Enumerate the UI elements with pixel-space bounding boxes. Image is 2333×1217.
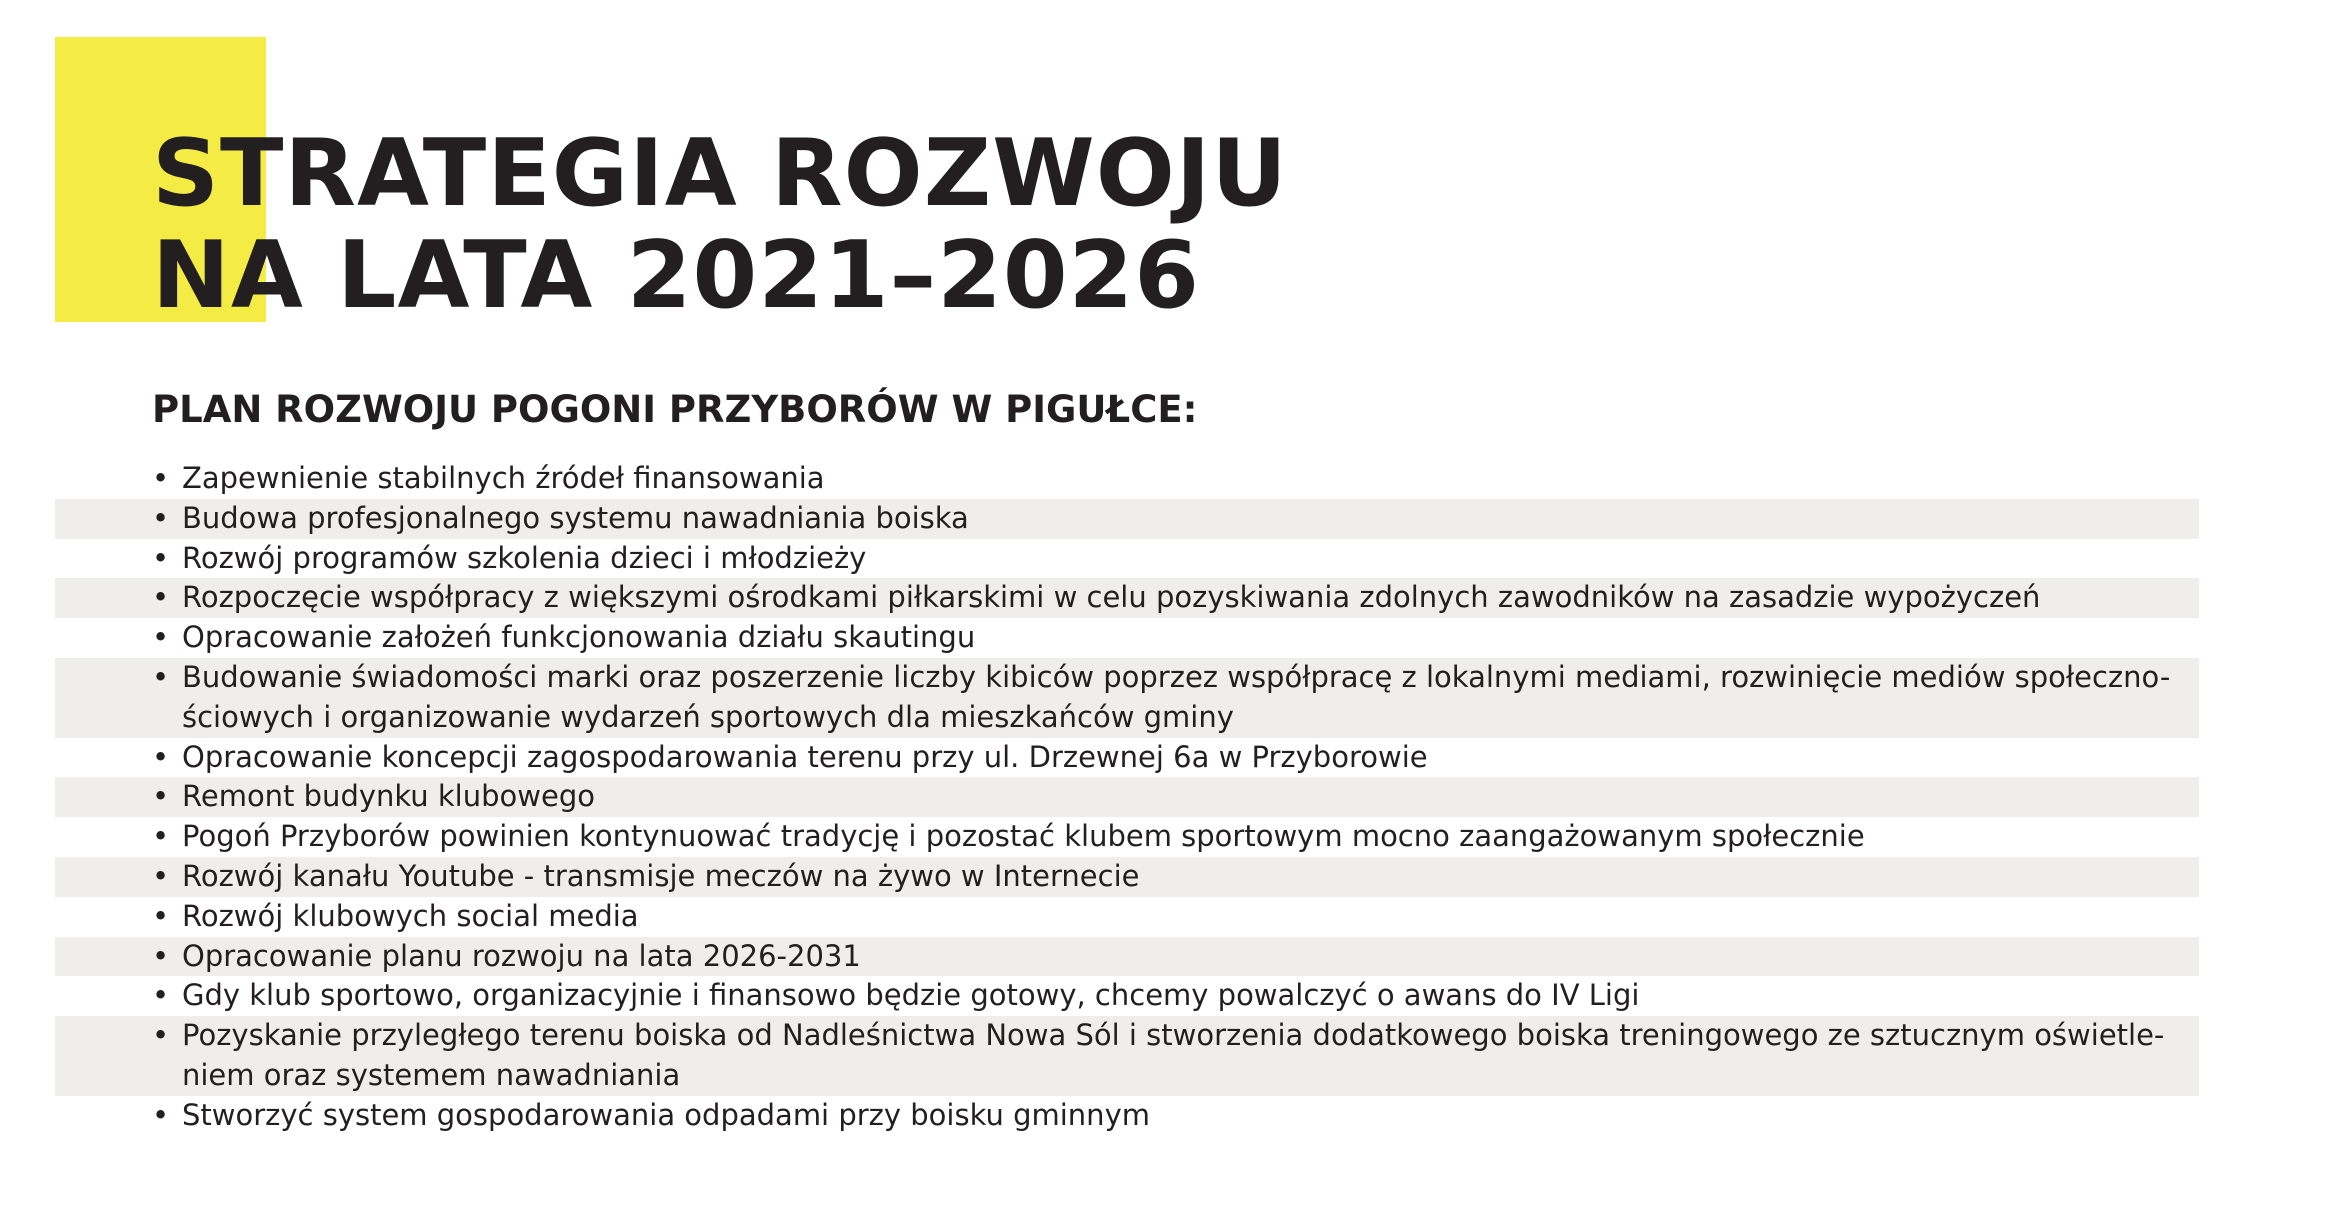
plan-list	[55, 459, 2199, 1136]
bullet-icon: •	[152, 1018, 170, 1053]
list-item-text: Rozwój kanału Youtube - transmisje meczów na żywo w Internecie	[182, 858, 1140, 893]
list-item-text: Opracowanie założeń funkcjonowania działu skautingu	[182, 620, 976, 655]
list-item-text: Zapewnienie stabilnych źródeł finansowania	[182, 461, 825, 495]
list-item-text: Gdy klub sportowo, organizacyjnie i finansowo będzie gotowy, chcemy powalczyć o awans do IV Ligi	[182, 978, 1640, 1013]
list-item-text: Rozpoczęcie współpracy z większymi ośrodkami piłkarskimi w celu pozyskiwania zdolnych zawodników na zasadzie wypożyczeń	[182, 580, 2041, 615]
list-item	[55, 459, 2199, 499]
list-item	[55, 499, 2199, 539]
bullet-icon: •	[152, 819, 170, 854]
list-item-text: Budowa profesjonalnego systemu nawadniania boiska	[182, 500, 969, 535]
list-item-text: Rozwój programów szkolenia dzieci i młodzieży	[182, 540, 867, 575]
bullet-icon: •	[152, 659, 170, 694]
list-item	[55, 539, 2199, 579]
bullet-icon: •	[152, 1097, 170, 1132]
list-item	[55, 738, 2199, 778]
bullet-icon: •	[152, 580, 170, 615]
page-title	[152, 119, 1288, 329]
list-item	[55, 937, 2199, 977]
bullet-icon: •	[152, 461, 170, 495]
list-item-text: Rozwój klubowych social media	[182, 898, 639, 933]
list-item-text: ściowych i organizowanie wydarzeń sportowych dla mieszkańców gminy	[182, 699, 1234, 734]
bullet-icon: •	[152, 938, 170, 973]
title-line-1: STRATEGIA ROZWOJU	[152, 119, 1288, 227]
list-item	[55, 578, 2199, 618]
list-item-text: Pogoń Przyborów powinien kontynuować tradycję i pozostać klubem sportowym mocno zaangażowanym społecznie	[182, 819, 1865, 854]
bullet-icon: •	[152, 500, 170, 535]
title-line-2: NA LATA 2021–2026	[152, 221, 1200, 329]
bullet-icon: •	[152, 739, 170, 774]
list-item-text: Stworzyć system gospodarowania odpadami przy boisku gminnym	[182, 1097, 1150, 1132]
bullet-icon: •	[152, 540, 170, 575]
list-item-text: Remont budynku klubowego	[182, 779, 595, 814]
list-item	[55, 817, 2199, 857]
list-item	[55, 777, 2199, 817]
bullet-icon: •	[152, 978, 170, 1013]
list-item	[55, 1016, 2199, 1096]
list-item	[55, 976, 2199, 1016]
list-item-text: Opracowanie koncepcji zagospodarowania terenu przy ul. Drzewnej 6a w Przyborowie	[182, 739, 1428, 774]
list-item	[55, 1096, 2199, 1136]
section-heading: PLAN ROZWOJU POGONI PRZYBORÓW W PIGUŁCE:	[152, 388, 1198, 431]
list-item	[55, 897, 2199, 937]
list-item-text: niem oraz systemem nawadniania	[182, 1057, 681, 1092]
bullet-icon: •	[152, 620, 170, 655]
list-item	[55, 857, 2199, 897]
bullet-icon: •	[152, 779, 170, 814]
list-item-text: Opracowanie planu rozwoju na lata 2026-2031	[182, 938, 861, 973]
bullet-icon: •	[152, 858, 170, 893]
list-item-text: Budowanie świadomości marki oraz poszerzenie liczby kibiców poprzez współpracę z lokalnymi mediami, rozwinięcie mediów społeczno-	[182, 659, 2171, 694]
list-item	[55, 618, 2199, 658]
bullet-icon: •	[152, 898, 170, 933]
list-item-text: Pozyskanie przyległego terenu boiska od Nadleśnictwa Nowa Sól i stworzenia dodatkowego boiska treningowego ze sztucznym oświetle-	[182, 1018, 2165, 1053]
list-item	[55, 658, 2199, 738]
